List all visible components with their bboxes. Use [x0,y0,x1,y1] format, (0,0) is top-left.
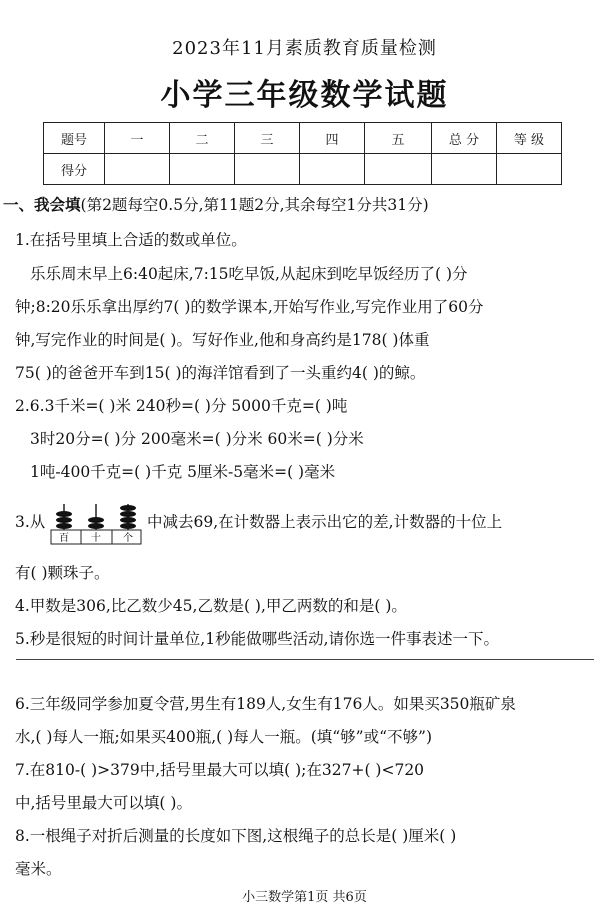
question-6-line: 水,( )每人一瓶;如果买400瓶,( )每人一瓶。(填“够”或“不够”) [15,728,432,746]
score-cell: 等 级 [497,123,562,154]
score-input-cell[interactable] [105,154,170,185]
question-5: 5.秒是很短的时间计量单位,1秒能做哪些活动,请你选一件事表述一下。 [15,630,500,648]
abacus-bead [120,505,136,511]
question-3-text: 中减去69,在计数器上表示出它的差,计数器的十位上 [147,513,503,531]
abacus-label: 十 [91,533,101,544]
page-footer: 小三数学第1页 共6页 [242,890,367,905]
section-1-desc: (第2题每空0.5分,第11题2分,其余每空1分共31分) [80,196,429,214]
score-input-cell[interactable] [170,154,235,185]
question-1-line: 钟;8:20乐乐拿出厚约7( )的数学课本,开始写作业,写完作业用了60分 [15,298,484,316]
exam-header: 2023年11月素质教育质量检测 [172,38,437,59]
abacus-bead [56,511,72,517]
question-2-line: 3时20分=( )分 200毫米=( )分米 60米=( )分米 [30,430,364,448]
score-input-cell[interactable] [235,154,300,185]
abacus-bead [56,523,72,529]
question-3-line2: 有( )颗珠子。 [15,564,110,582]
score-input-cell[interactable] [365,154,432,185]
score-cell: 题号 [44,123,105,154]
abacus-label: 百 [59,533,69,544]
question-1-line: 乐乐周末早上6:40起床,7:15吃早饭,从起床到吃早饭经历了( )分 [30,265,468,283]
abacus-label: 个 [123,533,133,544]
abacus-bead [120,517,136,523]
score-input-cell[interactable] [300,154,365,185]
question-7-line: 中,括号里最大可以填( )。 [15,794,192,812]
score-table-score-row [44,154,562,185]
question-7-line: 7.在810-( )>379中,括号里最大可以填( );在327+( )<720 [15,761,425,779]
question-4: 4.甲数是306,比乙数少45,乙数是( ),甲乙两数的和是( )。 [15,597,407,615]
section-1-heading [3,193,429,215]
question-2-line: 2.6.3千米=( )米 240秒=( )分 5000千克=( )吨 [15,397,348,415]
abacus-icon [50,500,142,545]
section-1-label: 一、我会填 [3,196,81,214]
question-6-line: 6.三年级同学参加夏令营,男生有189人,女生有176人。如果买350瓶矿泉 [15,695,516,713]
score-table [43,122,562,185]
abacus-bead [56,517,72,523]
question-2-line: 1吨-400千克=( )千克 5厘米-5毫米=( )毫米 [30,463,336,481]
answer-line[interactable] [16,659,594,660]
score-input-cell[interactable] [432,154,497,185]
question-8-line: 毫米。 [15,860,62,878]
score-cell: 三 [235,123,300,154]
score-cell: 五 [365,123,432,154]
question-1-line: 钟,写完作业的时间是( )。写好作业,他和身高约是178( )体重 [15,331,430,349]
score-input-cell[interactable] [497,154,562,185]
exam-title: 小学三年级数学试题 [160,78,449,113]
question-1-line: 75( )的爸爸开车到15( )的海洋馆看到了一头重约4( )的鲸。 [15,364,426,382]
question-3-prefix: 3.从 [15,513,46,531]
abacus-bead [120,523,136,529]
question-8-line: 8.一根绳子对折后测量的长度如下图,这根绳子的总长是( )厘米( ) [15,827,457,845]
score-cell: 总 分 [432,123,497,154]
abacus-bead [88,523,104,529]
score-cell: 二 [170,123,235,154]
abacus-bead [88,517,104,523]
question-1-stem: 1.在括号里填上合适的数或单位。 [15,231,247,249]
score-table-header-row [44,123,562,154]
score-row-label: 得分 [44,154,105,185]
abacus-bead [120,511,136,517]
score-cell: 四 [300,123,365,154]
score-cell: 一 [105,123,170,154]
